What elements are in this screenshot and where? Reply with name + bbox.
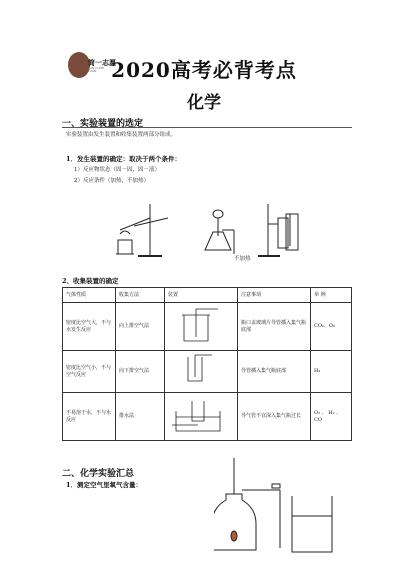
table-header: 装置 (165, 288, 238, 303)
water-displacement-diagram (168, 395, 228, 435)
table-row (63, 393, 352, 441)
section-divider (62, 127, 352, 128)
cell-note: 导管插入集气瓶底部 (238, 351, 311, 393)
page-title: 2020高考必背考点 (111, 58, 297, 82)
table-header: 注意事项 (238, 288, 311, 303)
logo-subtext: JIAN YI ZHI YUAN (88, 66, 104, 73)
cell-diagram (165, 351, 238, 393)
cell-note: 瓶口盖玻璃片导管插入集气瓶底部 (238, 303, 311, 351)
cell-diagram (165, 303, 238, 351)
logo-text: 简一志愿 (88, 59, 116, 67)
subject-title: 化学 (187, 93, 221, 113)
upward-air-diagram (168, 305, 228, 345)
cell-example: O₂ 、 H₂ 、 CO (311, 393, 352, 441)
table-header-row (63, 288, 352, 303)
subheading-collection: 2、收集装置的确定 (62, 277, 119, 285)
section-heading-apparatus: 一、实验装置的选定 (62, 119, 144, 129)
collection-table (62, 287, 352, 441)
section-heading-experiments: 二、化学实验汇总 (62, 469, 135, 479)
intro-text: 实验装置由发生装置和收集装置两部分组成。 (66, 132, 177, 138)
table-header: 气体性质 (63, 288, 116, 303)
cell-example: CO₂、O₂ (311, 303, 352, 351)
subheading-oxygen-content: 1．测定空气里氧气含量： (66, 481, 143, 489)
subheading-generator: 1．发生装置的确定：取决于两个条件： (66, 155, 182, 163)
apparatus-label: 不加热 (234, 256, 251, 262)
cell-property: 不易溶于水，不与水反应 (63, 393, 116, 441)
table-header: 举 例 (311, 288, 352, 303)
downward-air-diagram (168, 353, 228, 387)
condition-item: 1）反应物状态（固－固，固－液） (74, 167, 161, 173)
cell-property: 密度比空气小，不与空气反应 (63, 351, 116, 393)
table-row (63, 351, 352, 393)
cell-diagram (165, 393, 238, 441)
cell-method: 向下排空气法 (116, 351, 165, 393)
oxygen-measurement-apparatus (214, 456, 334, 556)
generator-apparatus-diagram (110, 196, 310, 266)
cell-method: 排水法 (116, 393, 165, 441)
cell-method: 向上排空气法 (116, 303, 165, 351)
cell-note: 导气管不宜深入集气瓶过长 (238, 393, 311, 441)
table-header: 收集方法 (116, 288, 165, 303)
table-row (63, 303, 352, 351)
condition-item: 2）反应条件（加热，不加热） (74, 178, 150, 184)
cell-property: 密度比空气大，不与水发生反应 (63, 303, 116, 351)
cell-example: H₂ (311, 351, 352, 393)
